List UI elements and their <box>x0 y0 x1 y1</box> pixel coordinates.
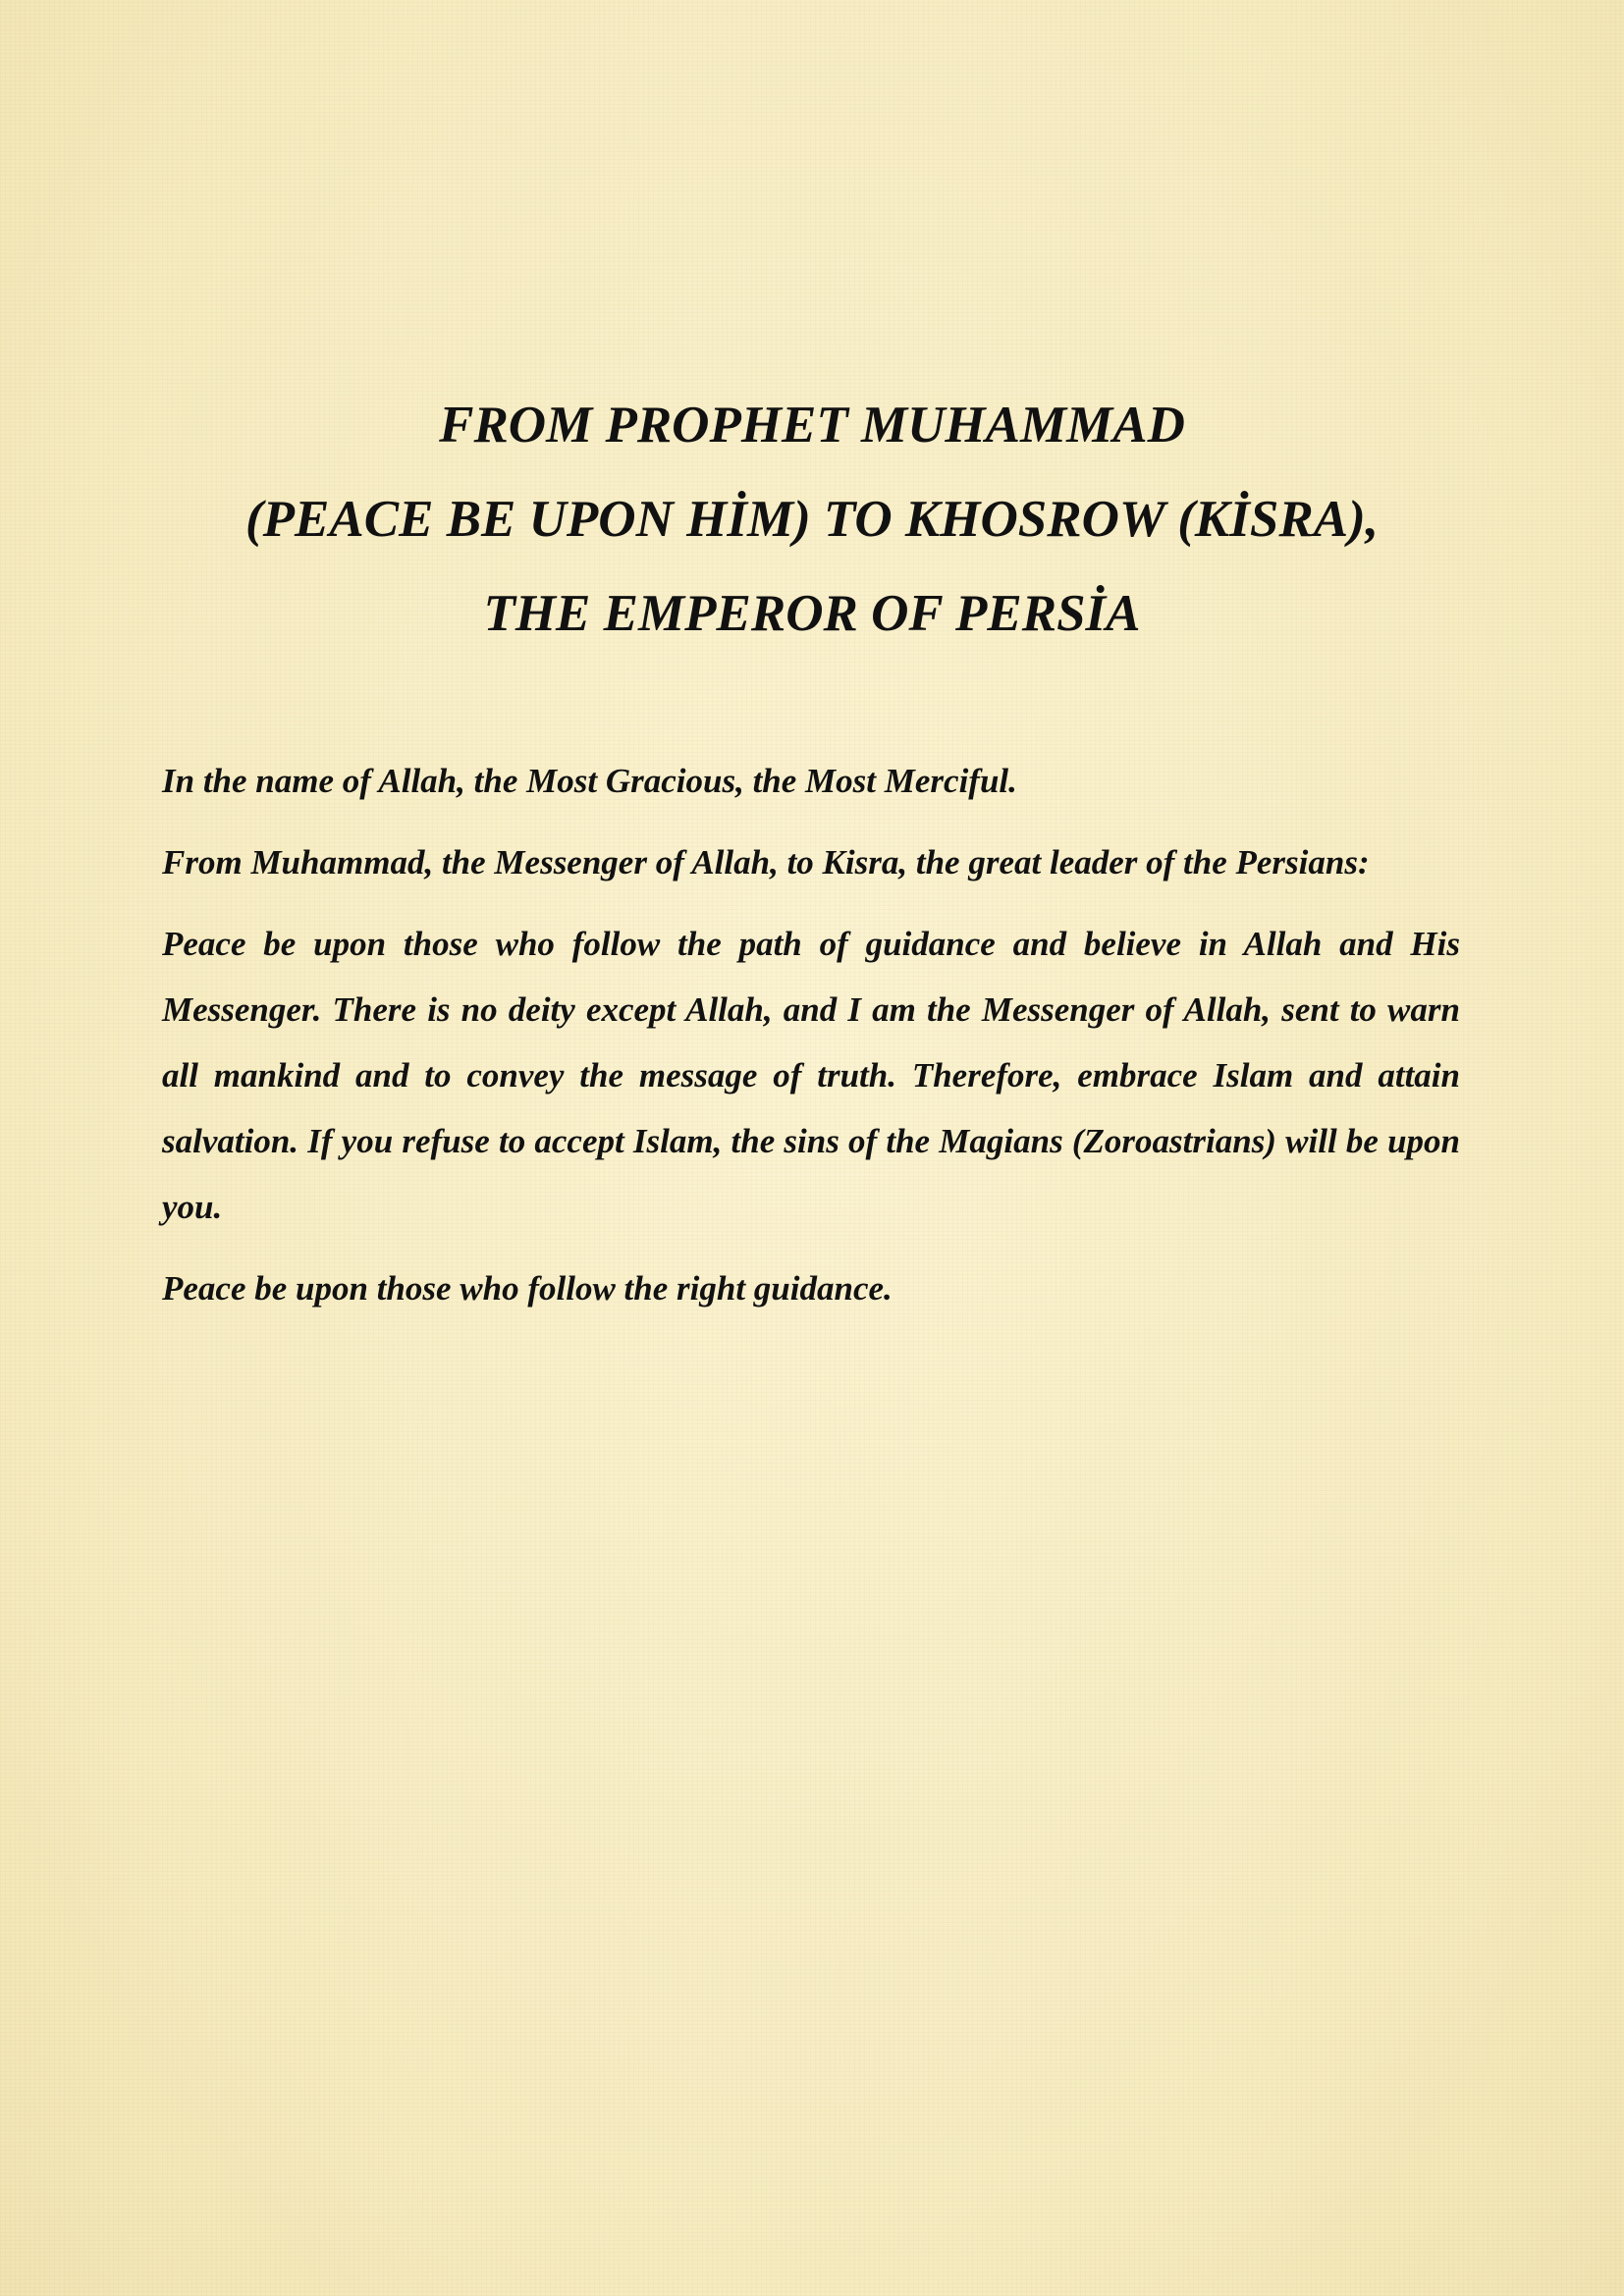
paragraph-basmala: In the name of Allah, the Most Gracious, the Most Merciful. <box>162 762 1017 800</box>
title-line-2: (PEACE BE UPON HİM) TO KHOSROW (KİSRA), <box>245 491 1379 548</box>
title-line-3: THE EMPEROR OF PERSİA <box>483 585 1141 642</box>
title-line-1: FROM PROPHET MUHAMMAD <box>439 397 1185 454</box>
page-title <box>147 378 1477 661</box>
paragraph-closing: Peace be upon those who follow the right guidance. <box>162 1269 893 1308</box>
letter-body <box>162 748 1460 1337</box>
paragraph-message: Peace be upon those who follow the path of guidance and believe in Allah and His Messenger. There is no deity except Allah, and I am the Messenger of Allah, sent to warn all mankind and to convey the message of truth. Therefore, embrace Islam and attain salvation. If you refuse to accept Islam, the sins of the Magians (Zoroastrians) will be upon you. <box>162 925 1460 1226</box>
paragraph-salutation: From Muhammad, the Messenger of Allah, to Kisra, the great leader of the Persians: <box>162 843 1370 881</box>
